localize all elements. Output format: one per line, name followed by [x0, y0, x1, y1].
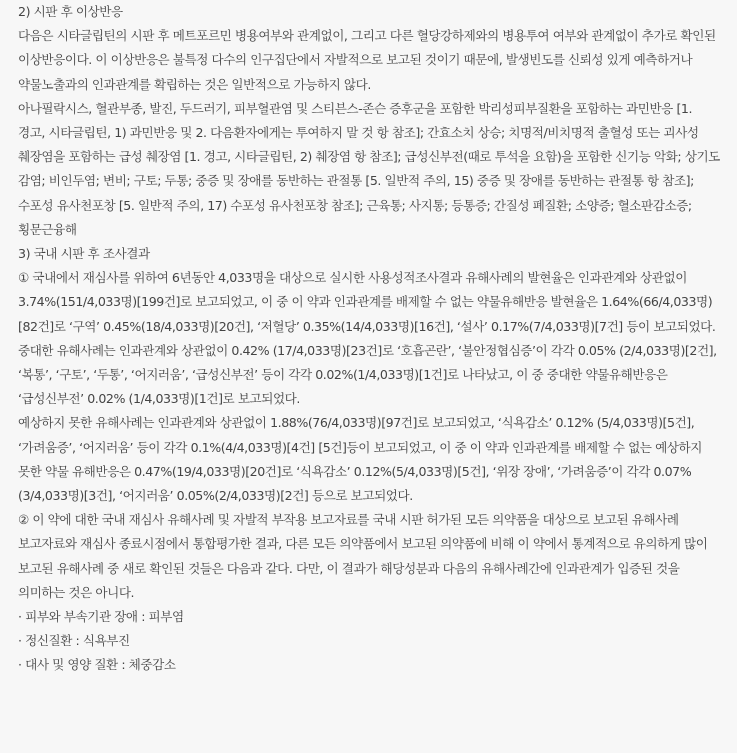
- bullet-psychiatric-disorder: · 정신질환 : 식욕부진: [18, 633, 130, 649]
- section-2-heading: 2) 시판 후 이상반응: [18, 4, 123, 19]
- section-2-paragraph-2: 아나필락시스, 혈관부종, 발진, 두드러기, 피부혈관염 및 스티븐스-존슨 증후군을 포함한 박리성피부질환을 포함하는 과민반응 [1. 경고, 시타글립틴, 1) 과민반응 및 2. 다음환자에게는 투여하지 말 것 항 참조]; 간효소치 상승; 치명적/비치명적 출혈성 또는 괴사성 췌장염을 포함하는 급성 췌장염 [1. 경고, 시타글립틴, 2) 췌장염 항 참조]; 급성신부전(때로 투석을 요함)을 포함한 신기능 악화; 상기도 감염; 비인두염; 변비; 구토; 두통; 중증 및 장애를 동반하는 관절통 [5. 일반적 주의, 15) 중증 및 장애를 동반하는 관절통 항 참조]; 수포성 유사천포창 [5. 일반적 주의, 17) 수포성 유사천포창 참조]; 근육통; 사지통; 등통증; 간질성 폐질환; 소양증; 혈소판감소증; 횡문근융해: [18, 100, 720, 237]
- section-2-paragraph-1: 다음은 시타글립틴의 시판 후 메트포르민 병용여부와 관계없이, 그리고 다른 혈당강하제와의 병용투여 여부와 관계없이 추가로 확인된 이상반응이다. 이 이상반응은 불특정 다수의 인구집단에서 자발적으로 보고된 것이기 때문에, 발생빈도를 신뢰성 있게 예측하거나 약물노출과의 인과관계를 확립하는 것은 일반적으로 가능하지 않다.: [18, 28, 716, 92]
- bullet-skin-disorder: · 피부와 부속기관 장애 : 피부염: [18, 609, 184, 625]
- section-3-paragraph-3: 예상하지 못한 유해사례는 인과관계와 상관없이 1.88%(76/4,033명)[97건]로 보고되었고, ‘식욕감소’ 0.12% (5/4,033명)[5건], ‘가려움증’, ‘어지러움’ 등이 각각 0.1%(4/4,033명)[4건] [5건]등이 보고되었고, 이 중 이 약과 인과관계를 배제할 수 없는 예상하지 못한 약물 유해반응은 0.47%(19/4,033명)[20건]로 ‘식욕감소’ 0.12%(5/4,033명)[5건], ‘위장 장애’, ‘가려움증’이 각각 0.07%(3/4,033명)[3건], ‘어지러움’ 0.05%(2/4,033명)[2건] 등으로 보고되었다.: [18, 415, 702, 504]
- section-3-paragraph-1: ① 국내에서 재심사를 위하여 6년동안 4,033명을 대상으로 실시한 사용성적조사결과 유해사례의 발현율은 인과관계와 상관없이 3.74%(151/4,033명)[199건]로 보고되었고, 이 중 이 약과 인과관계를 배제할 수 없는 약물유해반응 발현율은 1.64%(66/4,033명)[82건]로 ‘구역’ 0.45%(18/4,033명)[20건], ‘저혈당’ 0.35%(14/4,033명)[16건], ‘설사’ 0.17%(7/4,033명)[7건] 등이 보고되었다.: [18, 270, 716, 334]
- section-3-paragraph-4: ② 이 약에 대한 국내 재심사 유해사례 및 자발적 부작용 보고자료를 국내 시판 허가된 모든 의약품을 대상으로 보고된 유해사례 보고자료와 재심사 종료시점에서 통합평가한 결과, 다른 모든 의약품에서 보고된 의약품에 비해 이 약에서 통계적으로 유의하게 많이 보고된 유해사례 중 새로 확인된 것들은 다음과 같다. 다만, 이 결과가 해당성분과 다음의 유해사례간에 인과관계가 입증된 것을 의미하는 것은 아니다.: [18, 512, 708, 600]
- bullet-metabolic-disorder: · 대사 및 영양 질환 : 체중감소: [18, 657, 176, 673]
- section-3-heading: 3) 국내 시판 후 조사결과: [18, 246, 150, 262]
- section-3-paragraph-2: 중대한 유해사례는 인과관계와 상관없이 0.42% (17/4,033명)[23건]로 ‘호흡곤란’, ‘불안정협심증’이 각각 0.05% (2/4,033명)[2건], ‘복통’, ‘구토’, ‘두통’, ‘어지러움’, ‘급성신부전’ 등이 각각 0.02%(1/4,033명)[1건]로 나타났고, 이 중 중대한 약물유해반응은 ‘급성신부전’ 0.02% (1/4,033명)[1건]로 보고되었다.: [18, 342, 717, 407]
